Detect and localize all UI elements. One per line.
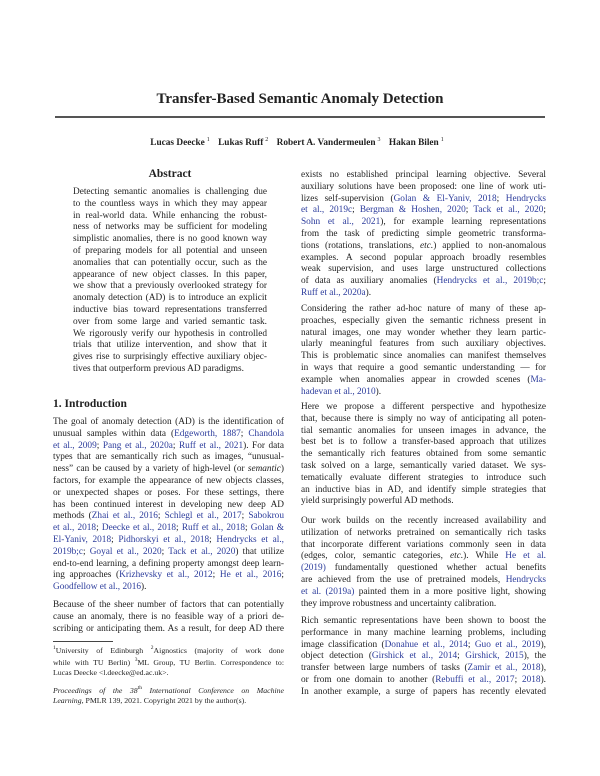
citation-link[interactable]: Hendrycks	[505, 193, 547, 204]
citation-link[interactable]: Sabokrou	[248, 511, 284, 522]
text-run: ;	[161, 546, 169, 557]
text-run: are achieved from the use of pretrained models,	[301, 574, 506, 585]
text-line	[53, 655, 284, 667]
text-run: or from one domain to another (	[301, 674, 436, 685]
citation-link[interactable]: Hendrycks	[505, 574, 546, 585]
text-line	[53, 695, 284, 707]
text-run: image classification (	[301, 639, 385, 650]
text-line	[301, 351, 546, 363]
text-line	[301, 363, 546, 375]
citation-link[interactable]: Guo et al., 2019	[474, 639, 541, 650]
paper-title: Transfer-Based Semantic Anomaly Detection	[156, 91, 444, 107]
text-line	[53, 441, 284, 453]
text-run: Our work builds on the recently increased availability and	[301, 516, 546, 526]
text-line	[301, 687, 546, 699]
text-line	[301, 616, 546, 628]
text-line	[301, 339, 546, 351]
citation-link[interactable]: Sohn et al., 2021	[301, 217, 381, 228]
text-line	[53, 612, 284, 624]
citation-link[interactable]: Pidhorskyi et al., 2018	[118, 534, 210, 545]
text-run: yield surprisingly powerful AD methods.	[301, 496, 454, 507]
text-run: ML Group, TU Berlin. Correspondence to:	[137, 657, 284, 667]
text-run: we show that a previously overlooked strategy for	[73, 281, 267, 292]
citation-link[interactable]: Hendrycks et al.,	[216, 534, 284, 545]
text-line	[73, 258, 267, 270]
text-run: unusual samples within data (	[53, 428, 175, 439]
text-line	[73, 211, 267, 223]
text-line	[301, 551, 546, 563]
citation-link[interactable]: Golan & El-Yaniv, 2018	[393, 193, 497, 204]
text-run: from the task of predicting simple geometric transforma-	[301, 228, 546, 239]
text-line	[53, 500, 284, 512]
text-run: anomaly detection (AD) is to introduce an explicit	[73, 293, 267, 304]
text-run: to the countless ways in which they may appear	[73, 198, 267, 209]
text-line	[301, 473, 546, 485]
text-run: ness of networks may be sufficient for modeling	[73, 222, 267, 233]
author-name: Lukas Ruff	[218, 138, 264, 149]
text-line	[301, 461, 546, 473]
author-name: Hakan Bilen	[388, 138, 439, 149]
right-paragraph-3	[301, 402, 546, 508]
text-run: simplistic anomalies, there is no good known way	[73, 234, 267, 245]
citation-link[interactable]: hadevan et al., 2010	[301, 386, 376, 397]
text-run: ;	[82, 546, 90, 557]
text-run: painted them in a more positive light, showing	[354, 586, 547, 597]
text-line	[301, 253, 546, 265]
text-line	[301, 387, 546, 399]
citation-link[interactable]: Girshick et al., 2014	[371, 651, 458, 662]
text-run: best bet is to follow a transfer-based approach that utilizes	[301, 437, 546, 448]
text-line	[301, 316, 546, 328]
citation-link[interactable]: et al., 2009	[53, 440, 97, 451]
citation-link[interactable]: El-Yaniv, 2018	[53, 534, 112, 545]
citation-link[interactable]: He et al.	[505, 551, 546, 562]
text-line	[301, 205, 546, 217]
text-line	[301, 264, 546, 276]
text-line	[301, 663, 546, 675]
italic-text: Proceedings of the 38	[53, 686, 138, 695]
text-run: University of Edinburgh	[55, 646, 151, 655]
text-line	[53, 643, 284, 655]
text-run: ;	[543, 205, 546, 216]
text-run: utilization of networks pretrained on semantically rich tasks	[301, 527, 546, 538]
text-run: Because of the sheer number of factors that can potentially	[53, 600, 284, 610]
text-line	[73, 246, 267, 258]
text-run: while with TU Berlin)	[53, 657, 135, 667]
text-run: ),	[540, 663, 547, 674]
text-line	[301, 229, 546, 241]
citation-link[interactable]: Hendrycks et al., 2019b;c	[436, 276, 544, 287]
text-run: they improve robustness and uncertainty calibration.	[301, 598, 497, 609]
italic-text: etc.	[449, 551, 464, 562]
text-line	[53, 570, 284, 582]
superscript: 3	[134, 656, 138, 663]
text-line	[301, 496, 546, 508]
text-run: ularly meaningful features from such auxiliary objectives.	[301, 339, 546, 350]
text-line	[301, 575, 546, 587]
text-line	[53, 559, 284, 571]
citation-link[interactable]: Ruff et al., 2018	[181, 523, 245, 534]
text-run: Here we propose a different perspective and hypothesize	[301, 402, 546, 412]
text-run: of preparing models for all potential and unseen	[73, 245, 267, 256]
citation-link[interactable]: Ma-	[530, 374, 546, 385]
text-run: inductive bias toward representations transferred	[73, 304, 267, 315]
text-run: fundamentally questioned whether actual benefits	[325, 563, 546, 574]
text-run: ).	[141, 582, 147, 593]
text-run: trials that utilize intervention, and show that it	[73, 340, 267, 351]
text-line	[53, 582, 284, 594]
text-run: end-to-end learning, a defining property amongst deep learn-	[53, 558, 284, 569]
text-line	[53, 452, 284, 464]
text-run: ness” can be caused by a variety of high-level (or	[53, 464, 248, 475]
right-paragraph-2	[301, 304, 546, 398]
text-run: an inductive bias in AD, and identify simple strategies that	[301, 484, 546, 495]
text-run: ), for example learning representations	[380, 217, 546, 228]
superscript: th	[137, 685, 142, 691]
text-run: the semantically rich features obtained from some semantic	[301, 449, 546, 460]
text-line	[73, 281, 267, 293]
text-run: that incorporate different variations commonly seen in data	[301, 539, 546, 550]
citation-link[interactable]: Ruff et al., 2021	[178, 440, 244, 451]
citation-link[interactable]: Golan &	[250, 523, 284, 534]
text-line	[73, 352, 267, 364]
text-line	[53, 464, 284, 476]
text-run: that, because there is simply no way of anticipating all poten-	[301, 413, 546, 424]
text-run: ;	[467, 639, 475, 650]
text-run: examples. A second popular approach broadly resembles	[301, 252, 546, 263]
italic-text: International Conference on Machine	[141, 686, 284, 695]
text-run: of data as auxiliary anomalies (	[301, 276, 437, 287]
citation-link[interactable]: He et al., 2016	[219, 570, 282, 581]
text-run: in ways that require a good semantic understanding — for	[301, 362, 546, 373]
italic-text: semantic	[247, 464, 281, 475]
citation-link[interactable]: Zamir et al., 2018	[467, 663, 541, 674]
text-line	[53, 511, 284, 523]
text-line	[301, 304, 546, 316]
text-run: This is problematic since anomalies can manifest themselves	[301, 351, 546, 362]
text-run: tions (rotations, translations,	[301, 240, 421, 251]
citation-link[interactable]: Girshick, 2015	[465, 651, 524, 662]
citation-link[interactable]: Chandola	[248, 428, 284, 439]
citation-link[interactable]: Pang et al., 2020a	[102, 440, 173, 451]
citation-link[interactable]: Rebuffi et al., 2017	[435, 674, 515, 685]
text-run: appearance of new object classes. In this paper,	[73, 269, 267, 280]
text-line	[73, 305, 267, 317]
text-run: cause an anomaly, there is no feasible way of a priori de-	[53, 611, 284, 622]
text-line	[301, 426, 546, 438]
text-line	[301, 675, 546, 687]
text-run: ;	[212, 570, 220, 581]
text-run: tives that outperform previous AD paradigms.	[73, 363, 244, 374]
text-run: lizes self-supervision (	[301, 193, 394, 204]
text-run: natural images, one may wonder whether they learn partic-	[301, 327, 546, 338]
text-line	[53, 667, 284, 679]
citation-link[interactable]: Schlegl et al., 2017	[164, 511, 242, 522]
text-line	[301, 241, 546, 253]
text-line	[301, 402, 546, 414]
citation-link[interactable]: Goyal et al., 2020	[89, 546, 162, 557]
text-run: (edges, color, semantic categories,	[301, 551, 450, 562]
citation-link[interactable]: et al., 2019c	[301, 205, 353, 216]
text-run: task solved on a large, semantically varied dataset. We sys-	[301, 460, 546, 471]
text-run: proaches, especially given the semantic richness present in	[301, 315, 546, 326]
text-line	[73, 340, 267, 352]
text-run: ;	[457, 651, 466, 662]
text-run: types that are semantically rich such as images, “unusual-	[53, 452, 284, 463]
citation-link[interactable]: Bergman & Hoshen, 2020	[359, 205, 466, 216]
citation-link[interactable]: Deecke et al., 2018	[101, 523, 177, 534]
citation-link[interactable]: Zhai et al., 2016	[91, 511, 158, 522]
text-run: scribing or anticipating them. As a result, for deep AD there	[53, 623, 284, 634]
text-run: example when anomalies appear in crowded scenes (	[301, 374, 531, 385]
text-run: , PMLR 139, 2021. Copyright 2021 by the author(s).	[81, 695, 247, 705]
text-line	[301, 276, 546, 288]
text-line	[301, 485, 546, 497]
introduction-heading: 1. Introduction	[53, 398, 127, 410]
intro-paragraph-2	[53, 600, 284, 635]
text-line	[53, 683, 284, 695]
text-line	[301, 640, 546, 652]
citation-link[interactable]: Krizhevsky et al., 2012	[119, 570, 213, 581]
text-run: )	[280, 464, 284, 475]
text-run: weak supervision, and uses large unstructured collections	[301, 264, 546, 275]
text-run: or unexpected shapes or poses. For these settings, there	[53, 487, 284, 498]
text-run: ;	[465, 205, 474, 216]
text-run: ;	[281, 570, 284, 581]
text-run: ;	[245, 523, 251, 534]
text-line	[301, 651, 546, 663]
text-run: factors, for example the appearance of new objects classes,	[53, 475, 284, 486]
text-line	[301, 414, 546, 426]
citation-link[interactable]: Donahue et al., 2014	[384, 639, 468, 650]
text-run: ;	[111, 534, 119, 545]
author-affiliation: 1	[206, 137, 210, 143]
text-run: ).	[365, 287, 372, 298]
text-line	[53, 547, 284, 559]
text-run: ).	[540, 674, 546, 685]
abstract-body	[73, 187, 267, 376]
text-run: ;	[240, 428, 249, 439]
abstract-heading: Abstract	[148, 168, 192, 180]
text-line	[73, 270, 267, 282]
text-line	[301, 194, 546, 206]
text-line	[53, 476, 284, 488]
text-run: over from some large and varied semantic task.	[73, 316, 267, 327]
text-line	[301, 375, 546, 387]
text-run: tematically evaluate different strategies to introduce such	[301, 472, 546, 483]
text-run: ). While	[463, 551, 506, 562]
citation-link[interactable]: Ruff et al., 2020a	[301, 287, 366, 298]
text-run: transfer between large numbers of tasks (	[301, 663, 468, 674]
text-run: in real-world data. While enhancing the robust-	[73, 210, 267, 221]
text-line	[301, 437, 546, 449]
author-affiliation: 1	[440, 137, 444, 143]
text-line	[53, 523, 284, 535]
text-run: anomalies that can potentially occur, such as the	[73, 257, 267, 268]
text-run: tial semantic anomalies for unseen images in advance, the	[301, 425, 546, 436]
text-line	[301, 587, 546, 599]
text-run: Aignostics (majority of work done	[153, 646, 284, 655]
text-line	[73, 187, 267, 199]
text-run: ing approaches (	[53, 570, 120, 581]
text-run: ). For data	[243, 440, 284, 451]
text-run: gives rise to surprisingly effective auxiliary objec-	[73, 352, 267, 363]
text-run: ;	[543, 276, 546, 287]
text-line	[53, 488, 284, 500]
text-run: Detecting semantic anomalies is challenging due	[73, 187, 267, 197]
text-run: Rich semantic representations have been shown to boost the	[301, 616, 546, 626]
text-line	[301, 328, 546, 340]
text-run: ;	[176, 523, 182, 534]
text-run: Considering the rather ad-hoc nature of many of these ap-	[301, 304, 546, 314]
author-affiliation: 3	[377, 137, 381, 143]
text-run: has been continued interest in developing new deep AD	[53, 499, 284, 510]
proceedings-note	[53, 683, 284, 707]
text-run: methods (	[53, 511, 92, 522]
text-run: In another example, a surge of papers has recently elevated	[301, 686, 546, 697]
right-paragraph-4	[301, 516, 546, 610]
superscript: 2	[150, 645, 154, 651]
italic-text: etc.	[420, 240, 434, 251]
title-rule	[55, 116, 545, 118]
author-affiliation: 2	[265, 137, 269, 143]
text-line	[301, 170, 546, 182]
text-line	[73, 329, 267, 341]
intro-paragraph-1	[53, 417, 284, 594]
text-line	[73, 317, 267, 329]
right-paragraph-1	[301, 170, 546, 300]
author-name: Lucas Deecke	[150, 138, 205, 149]
text-line	[301, 182, 546, 194]
right-paragraph-5	[301, 616, 546, 699]
citation-link[interactable]: (2019)	[301, 563, 326, 574]
text-run: ).	[375, 386, 382, 397]
text-run: ), the	[523, 651, 546, 662]
text-run: Lucas Deecke <l.deecke@ed.ac.uk>.	[53, 667, 169, 677]
text-line	[73, 293, 267, 305]
text-run: performance in many machine learning problems, including	[301, 627, 546, 638]
text-line	[301, 628, 546, 640]
citation-link[interactable]: 2019b;c	[53, 546, 83, 557]
text-run: ;	[96, 523, 102, 534]
text-line	[301, 528, 546, 540]
text-run: ) applied to non-anomalous	[433, 240, 546, 251]
text-run: ) that utilize	[235, 546, 284, 557]
citation-link[interactable]: Tack et al., 2020	[168, 546, 236, 557]
footnote-rule	[53, 641, 113, 642]
text-run: ),	[540, 639, 546, 650]
italic-text: Learning	[53, 695, 82, 705]
text-line	[53, 417, 284, 429]
text-line	[301, 288, 546, 300]
text-run: ;	[172, 440, 179, 451]
citation-link[interactable]: Goodfellow et al., 2016	[53, 582, 142, 593]
citation-link[interactable]: et al., 2018	[53, 523, 97, 534]
text-line	[301, 540, 546, 552]
text-run: ;	[514, 674, 522, 685]
text-line	[301, 449, 546, 461]
text-run: ;	[352, 205, 360, 216]
affiliations-footnote	[53, 643, 284, 678]
text-line	[53, 535, 284, 547]
text-line	[53, 429, 284, 441]
text-run: ;	[241, 511, 249, 522]
text-run: auxiliary solutions have been proposed: one line of work uti-	[301, 181, 546, 192]
citation-link[interactable]: Edgeworth, 1887	[174, 428, 241, 439]
text-line	[73, 364, 267, 376]
text-run: ;	[496, 193, 506, 204]
text-line	[301, 563, 546, 575]
text-line	[53, 600, 284, 612]
citation-link[interactable]: 2018	[521, 674, 541, 685]
superscript: 1	[53, 645, 56, 651]
text-run: ;	[157, 511, 165, 522]
text-run: ;	[209, 534, 217, 545]
text-run: exists no established principal learning objective. Several	[301, 170, 546, 180]
author-list	[0, 137, 600, 148]
text-line	[73, 199, 267, 211]
author-name: Robert A. Vandermeulen	[276, 138, 376, 149]
text-run: object detection (	[301, 651, 372, 662]
text-run: We rigorously verify our hypothesis in controlled	[73, 328, 267, 339]
citation-link[interactable]: Tack et al., 2020	[473, 205, 544, 216]
text-line	[73, 234, 267, 246]
citation-link[interactable]: et al. (2019a)	[301, 586, 355, 597]
text-run: ;	[96, 440, 103, 451]
text-line	[301, 217, 546, 229]
text-line	[73, 222, 267, 234]
text-line	[53, 624, 284, 636]
text-line	[301, 599, 546, 611]
text-run: The goal of anomaly detection (AD) is the identification of	[53, 417, 284, 427]
text-line	[301, 516, 546, 528]
